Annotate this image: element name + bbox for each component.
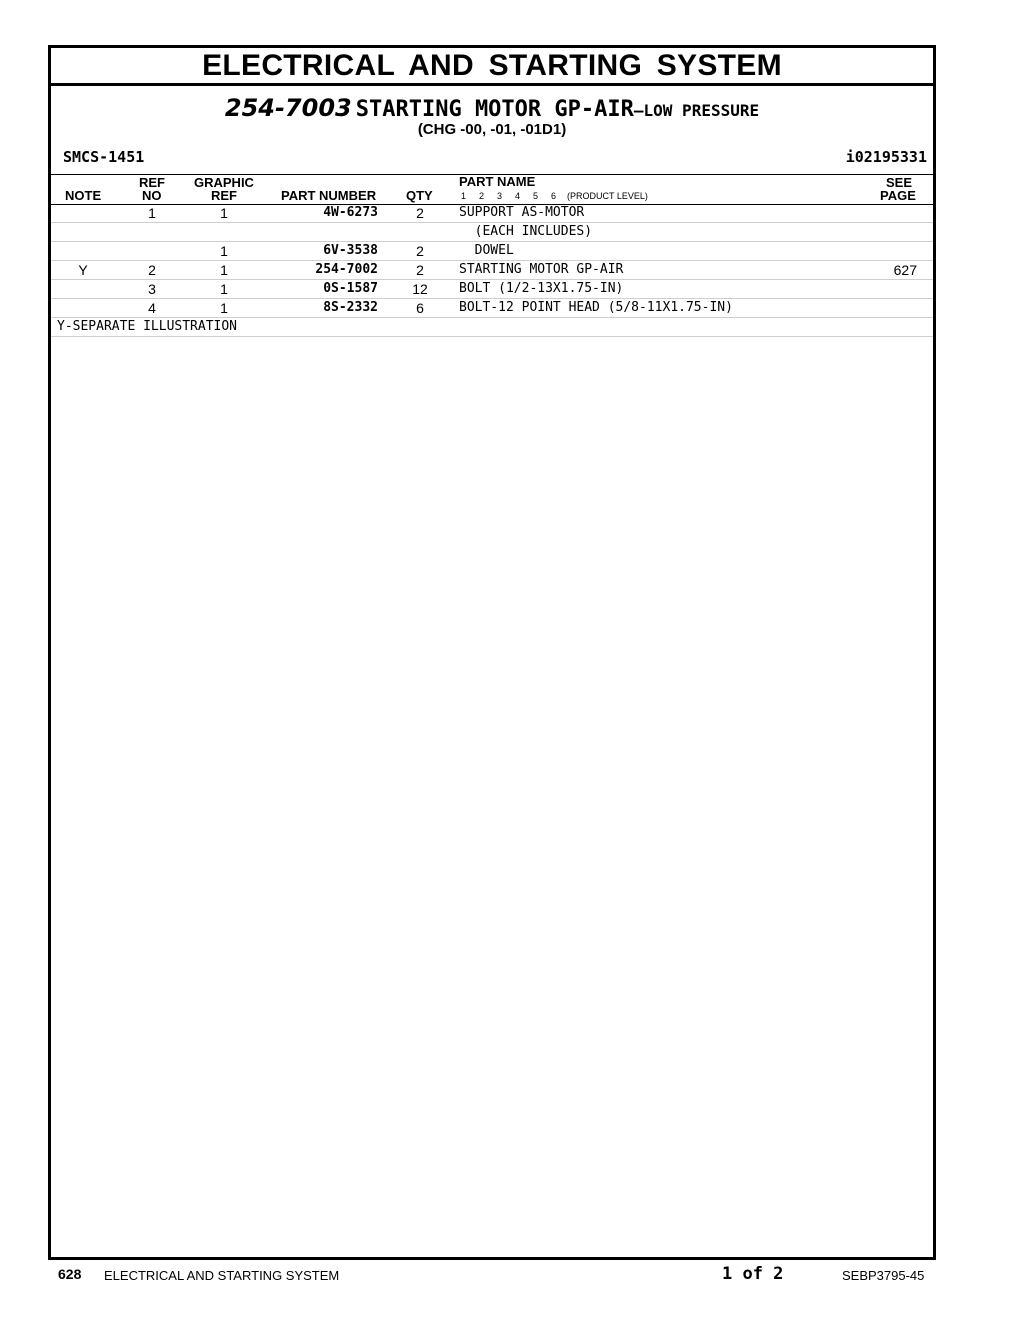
table-header bbox=[51, 174, 933, 205]
col-see-page-top: SEE bbox=[886, 175, 913, 190]
cell-part-name: BOLT-12 POINT HEAD (5/8-11X1.75-IN) bbox=[459, 300, 733, 315]
cell-part-number: 4W-6273 bbox=[323, 205, 378, 220]
col-ref-no-bottom: NO bbox=[142, 188, 162, 203]
col-part-name: PART NAME bbox=[459, 174, 536, 189]
col-qty: QTY bbox=[406, 188, 433, 203]
cell-note: Y bbox=[78, 262, 88, 278]
col-graphic-ref-bottom: REF bbox=[211, 188, 237, 203]
table-row bbox=[51, 223, 933, 242]
table-row bbox=[51, 242, 933, 261]
cell-graphic-ref: 1 bbox=[220, 205, 228, 221]
cell-part-number: 254-7002 bbox=[315, 262, 378, 277]
cell-part-name: STARTING MOTOR GP-AIR bbox=[459, 262, 624, 277]
table-row bbox=[51, 261, 933, 280]
col-see-page-bottom: PAGE bbox=[880, 188, 916, 203]
cell-see-page: 627 bbox=[893, 262, 917, 278]
cell-part-name: DOWEL bbox=[459, 243, 514, 258]
parts-table bbox=[51, 204, 933, 337]
footer-document-id: SEBP3795-45 bbox=[842, 1268, 925, 1283]
cell-part-name: BOLT (1/2-13X1.75-IN) bbox=[459, 281, 624, 296]
footnote-row bbox=[51, 318, 933, 337]
group-number: 254-7003 bbox=[224, 94, 352, 122]
cell-graphic-ref: 1 bbox=[220, 262, 228, 278]
col-note: NOTE bbox=[65, 188, 102, 203]
cell-ref-no: 4 bbox=[148, 300, 156, 316]
footer-page-number: 628 bbox=[58, 1266, 82, 1282]
table-row bbox=[51, 299, 933, 318]
footnote: Y-SEPARATE ILLUSTRATION bbox=[57, 319, 238, 334]
cell-ref-no: 2 bbox=[148, 262, 156, 278]
cell-graphic-ref: 1 bbox=[220, 281, 228, 297]
page-frame bbox=[48, 45, 936, 1260]
illustration-id: i02195331 bbox=[845, 148, 927, 166]
group-qualifier: —LOW PRESSURE bbox=[633, 101, 760, 120]
table-row bbox=[51, 280, 933, 299]
cell-qty: 2 bbox=[416, 262, 424, 278]
cell-part-name: SUPPORT AS-MOTOR bbox=[459, 205, 585, 220]
section-title: ELECTRICAL AND STARTING SYSTEM bbox=[51, 48, 933, 86]
footer-section-title: ELECTRICAL AND STARTING SYSTEM bbox=[104, 1268, 340, 1283]
col-ref-no-top: REF bbox=[139, 175, 165, 190]
smcs-code: SMCS-1451 bbox=[63, 148, 145, 166]
cell-part-number: 8S-2332 bbox=[323, 300, 378, 315]
cell-ref-no: 1 bbox=[148, 205, 156, 221]
cell-part-number: 6V-3538 bbox=[323, 243, 378, 258]
cell-qty: 2 bbox=[416, 243, 424, 259]
cell-graphic-ref: 1 bbox=[220, 243, 228, 259]
product-level-2: 2 bbox=[479, 191, 485, 201]
product-level-label: (PRODUCT LEVEL) bbox=[567, 191, 648, 201]
product-level-6: 6 bbox=[551, 191, 557, 201]
cell-graphic-ref: 1 bbox=[220, 300, 228, 316]
cell-ref-no: 3 bbox=[148, 281, 156, 297]
product-level-3: 3 bbox=[497, 191, 503, 201]
col-graphic-ref-top: GRAPHIC bbox=[194, 175, 254, 190]
group-name: STARTING MOTOR GP-AIR bbox=[355, 97, 634, 122]
cell-qty: 6 bbox=[416, 300, 424, 316]
product-level-1: 1 bbox=[461, 191, 467, 201]
footer-page-of: 1 of 2 bbox=[722, 1264, 784, 1284]
table-row bbox=[51, 204, 933, 223]
product-level-4: 4 bbox=[515, 191, 521, 201]
col-part-number: PART NUMBER bbox=[281, 188, 377, 203]
change-level: (CHG -00, -01, -01D1) bbox=[417, 121, 567, 138]
group-title bbox=[51, 94, 933, 122]
product-level-5: 5 bbox=[533, 191, 539, 201]
cell-qty: 12 bbox=[412, 281, 428, 297]
cell-qty: 2 bbox=[416, 205, 424, 221]
cell-part-number: 0S-1587 bbox=[323, 281, 378, 296]
cell-part-name: (EACH INCLUDES) bbox=[459, 224, 593, 239]
